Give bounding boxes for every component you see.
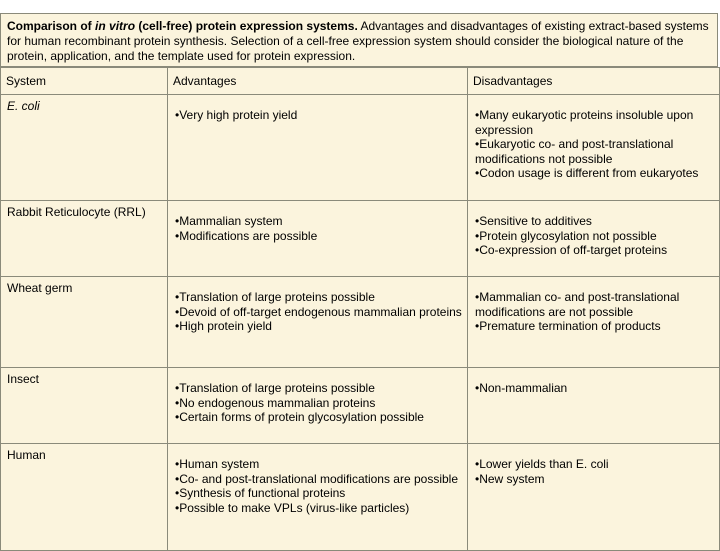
advantage-item: •Modifications are possible xyxy=(175,228,318,243)
advantage-item: •High protein yield xyxy=(175,319,272,333)
disadvantage-item: •Eukaryotic co- and post-translational modifications not possible xyxy=(475,137,674,166)
disadvantages-cell xyxy=(468,95,720,201)
system-name: Insect xyxy=(7,372,40,386)
system-name: Rabbit Reticulocyte (RRL) xyxy=(7,205,146,219)
advantage-item: •Certain forms of protein glycosylation possible xyxy=(175,410,424,424)
disadvantages-cell xyxy=(468,201,720,277)
system-cell xyxy=(1,277,168,368)
advantage-item: •Co- and post-translational modifications are possible xyxy=(175,471,459,486)
advantages-cell xyxy=(168,277,468,368)
disadvantage-item: •Protein glycosylation not possible xyxy=(475,228,657,243)
system-name: Wheat germ xyxy=(7,281,73,295)
comparison-table xyxy=(0,67,720,551)
advantage-item: •Mammalian system xyxy=(175,214,283,228)
table-row xyxy=(1,201,720,277)
table-row xyxy=(1,277,720,368)
system-cell xyxy=(1,95,168,201)
system-cell xyxy=(1,368,168,444)
advantages-cell xyxy=(168,444,468,551)
disadvantage-item: •Premature termination of products xyxy=(475,319,661,333)
disadvantage-item: •Mammalian co- and post-translational modifications are not possible xyxy=(475,290,680,319)
advantage-item: •Synthesis of functional proteins xyxy=(175,486,346,500)
advantage-item: •Human system xyxy=(175,457,260,471)
disadvantage-item: •Lower yields than E. coli xyxy=(475,457,609,471)
disadvantage-item: •Many eukaryotic proteins insoluble upon expression xyxy=(475,108,694,137)
caption-text: Advantages and disadvantages of existing extract-based systems for human recombinant protein synthesis. Selection of a cell-free expression system should consider the biological nature of the protein, application, and the template used for protein expression. xyxy=(7,19,709,63)
advantages-cell xyxy=(168,201,468,277)
table-caption xyxy=(0,13,718,67)
advantage-item: •Very high protein yield xyxy=(175,108,298,122)
table-row xyxy=(1,444,720,551)
advantage-item: •Devoid of off-target endogenous mammalian proteins xyxy=(175,304,462,319)
system-name: E. coli xyxy=(7,99,40,113)
disadvantage-item: •Non-mammalian xyxy=(475,381,568,395)
system-cell xyxy=(1,201,168,277)
header-system: System xyxy=(1,68,168,95)
disadvantage-item: •Codon usage is different from eukaryotes xyxy=(475,166,699,180)
advantage-item: •Translation of large proteins possible xyxy=(175,381,375,395)
table-row xyxy=(1,368,720,444)
advantages-cell xyxy=(168,368,468,444)
header-row xyxy=(1,68,720,95)
header-disadvantages: Disadvantages xyxy=(468,68,720,95)
advantage-item: •Possible to make VPLs (virus-like particles) xyxy=(175,500,410,515)
advantages-cell xyxy=(168,95,468,201)
advantage-item: •Translation of large proteins possible xyxy=(175,290,375,304)
system-name: Human xyxy=(7,448,46,462)
disadvantage-item: •Sensitive to additives xyxy=(475,214,592,228)
table-row xyxy=(1,95,720,201)
caption-bold-prefix: Comparison of xyxy=(7,19,96,33)
disadvantages-cell xyxy=(468,368,720,444)
caption-bold-suffix: (cell-free) protein expression systems. xyxy=(135,19,358,33)
disadvantage-item: •New system xyxy=(475,471,545,486)
advantage-item: •No endogenous mammalian proteins xyxy=(175,395,376,410)
disadvantages-cell xyxy=(468,444,720,551)
caption-italic: in vitro xyxy=(95,19,136,33)
header-advantages: Advantages xyxy=(168,68,468,95)
disadvantage-item: •Co-expression of off-target proteins xyxy=(475,243,668,257)
disadvantages-cell xyxy=(468,277,720,368)
system-cell xyxy=(1,444,168,551)
